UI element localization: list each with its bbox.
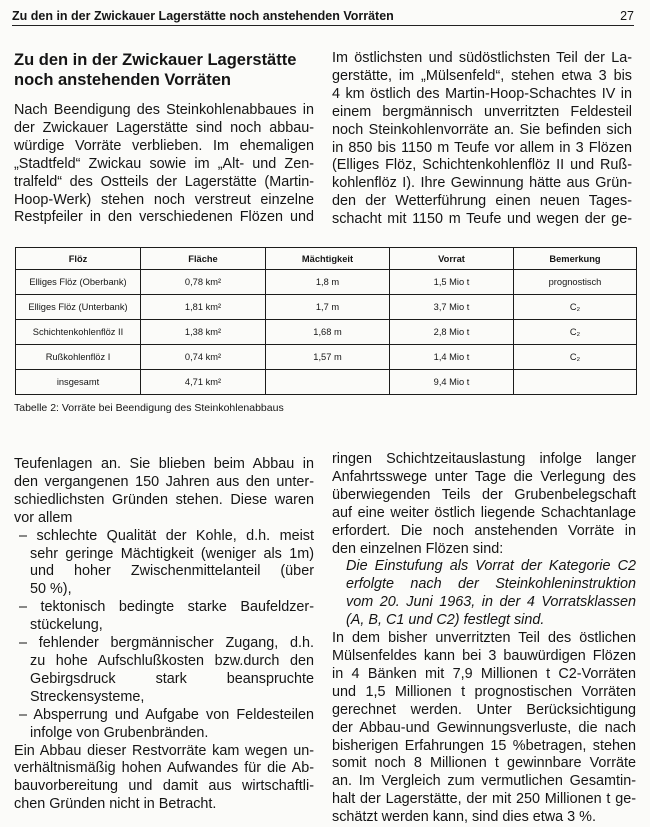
table-cell: insgesamt [16, 370, 141, 395]
list-item-continuation [14, 725, 314, 743]
text-line: Anfahrtsswege unter Tage die Verlegung des [332, 468, 636, 485]
text-line: „Stadtfeld“ Zwickau sowie im „Alt- und Zen- [14, 155, 314, 172]
text-line: 4 km östlich des Martin-Hoop-Schachtes IV in [332, 85, 632, 102]
text-line: einem bergmännisch unverritzten Feldesteil [332, 103, 632, 120]
list-item [14, 599, 314, 617]
table-cell: C₂ [514, 345, 637, 370]
text-line: vom 20. Juni 1963, in der 4 Vorratsklassen [346, 594, 636, 611]
list-item [14, 635, 314, 653]
table-row [16, 345, 637, 370]
text-line: in 4 Bänken mit 7,9 Millionen t C2-Vorräten [332, 665, 636, 682]
text-line: noch Steinkohlenvorräte an. Sie befinden sich [332, 121, 632, 138]
text-line: Streckensysteme, [30, 688, 145, 705]
page-header [12, 9, 634, 26]
text-line: überwiegenden Teils der Grubenbelegschaft [332, 486, 636, 503]
table-cell [514, 370, 637, 395]
text-line: sehr geringe Mächtigkeit (weniger als 1m) [30, 545, 314, 562]
text-line: infolge von Grubenbränden. [30, 724, 209, 741]
text-line: kohlenflöz I). Ihre Gewinnung hätte aus Grün- [332, 175, 632, 192]
text-line: und hoher Zwischenmittelanteil (über [30, 563, 314, 580]
column-bottom-right [332, 451, 636, 827]
text-line: der Zwickauer Lagerstätte sind noch abbau- [14, 119, 314, 136]
text-line: Gebirgsdruck stark beanspruchte [30, 670, 314, 687]
column-bottom-left [14, 456, 314, 814]
table-cell: 3,7 Mio t [390, 295, 514, 320]
text-line: erfolgte nach der Steinkohleninstruktion [346, 576, 636, 593]
table-cell: 4,71 km² [141, 370, 266, 395]
column-header: Bemerkung [514, 248, 637, 270]
table-cell: 1,81 km² [141, 295, 266, 320]
text-line: bauvorbereitung und damit aus wirtschaftli- [14, 778, 314, 795]
list-item-continuation [14, 546, 314, 600]
table-row [16, 270, 637, 295]
text-line: gerechnet werden. Unter Berücksichtigung [332, 701, 636, 718]
heading-line: Zu den in der Zwickauer Lagerstätte [14, 51, 297, 69]
text-line: schiedlichsten Gründen stehen. Diese waren [14, 491, 314, 508]
text-line: (Elliges Flöz, Schichtenkohlenflöz II und Ruß- [332, 157, 632, 174]
text-line: erfordert. Die noch anstehenden Vorräte in [332, 522, 636, 539]
text-line: bisherigen Erfahrungen 15 %betragen, stehen [332, 737, 636, 754]
table-cell: 2,8 Mio t [390, 320, 514, 345]
column-header: Fläche [141, 248, 266, 270]
table-cell: Elliges Flöz (Oberbank) [16, 270, 141, 295]
column-top-right [332, 50, 632, 229]
text-line: 50 %), [30, 581, 72, 598]
table-cell: 1,57 m [266, 345, 390, 370]
paragraph [14, 102, 314, 227]
text-line: würdige Vorräte verblieben. Im ehemaligen [14, 137, 314, 154]
text-line: verhältnismäßig hohen Aufwandes für die Ab- [14, 760, 314, 777]
table-cell: 1,5 Mio t [390, 270, 514, 295]
text-line: auf eine weiter östlich liegende Schachtanlage [332, 504, 636, 521]
text-line: Ein Abbau dieser Restvorräte kam wegen un- [14, 742, 314, 759]
table-cell: 1,7 m [266, 295, 390, 320]
text-line: Im östlichsten und südöstlichsten Teil der La- [332, 50, 632, 66]
text-line: Restpfeiler in den verschiedenen Flözen und [14, 209, 314, 226]
column-top-left [14, 50, 314, 227]
table-cell: Schichtenkohlenflöz II [16, 320, 141, 345]
text-line: der Abbau-und Gewinnungsverluste, die nach [332, 719, 636, 736]
text-line: – fehlender bergmännischer Zugang, d.h. [19, 635, 314, 652]
text-line: und 1,5 Millionen t prognostischen Vorräten [332, 683, 636, 700]
text-line: an. Im Vergleich zum vermutlichen Gesamtin- [332, 773, 636, 790]
text-line: – schlechte Qualität der Kohle, d.h. meist [19, 527, 314, 544]
text-line: – Absperrung und Aufgabe von Feldesteilen [19, 706, 314, 723]
text-line: Mülsenfeldes kann bei 3 bauwürdigen Flözen [332, 647, 636, 664]
text-line: (A, B, C1 und C2) festlegt sind. [346, 612, 545, 629]
table-cell: 1,38 km² [141, 320, 266, 345]
text-line: Die Einstufung als Vorrat der Kategorie C2 [346, 558, 636, 575]
text-line: schätzt werden kann, sind dies etwa 3 %. [332, 809, 596, 826]
text-line: vor allem [14, 509, 73, 526]
page-number: 27 [620, 9, 634, 23]
section-heading [14, 50, 314, 90]
text-line: schacht mit 1150 m Teufe und wegen der ge- [332, 211, 632, 228]
text-line: halt der Lagerstätte, der mit 250 Millionen t ge- [332, 791, 636, 808]
table-row-total [16, 370, 637, 395]
running-title: Zu den in der Zwickauer Lagerstätte noch anstehenden Vorräten [12, 9, 394, 23]
column-header: Flöz [16, 248, 141, 270]
table-cell: 1,68 m [266, 320, 390, 345]
table-cell: 0,78 km² [141, 270, 266, 295]
table-cell [266, 370, 390, 395]
list-item [14, 707, 314, 725]
text-line: stückelung, [30, 617, 103, 634]
table-row [16, 320, 637, 345]
table-cell: 0,74 km² [141, 345, 266, 370]
text-line: – tektonisch bedingte starke Baufeldzer- [19, 599, 314, 616]
text-line: In dem bisher unverritzten Teil des östlichen [332, 630, 636, 647]
list-item-continuation [14, 617, 314, 635]
table-cell: prognostisch [514, 270, 637, 295]
text-line: Nach Beendigung des Steinkohlenabbaues in [14, 102, 314, 118]
table-cell: Elliges Flöz (Unterbank) [16, 295, 141, 320]
text-line: somit noch 8 Millionen t gewinnbare Vorräte [332, 755, 636, 772]
text-line: zu hohe Aufschlußkosten bzw.durch den [30, 652, 314, 669]
text-line: in 850 bis 1150 m Teufe vor allem in 3 Flözen [332, 139, 632, 156]
list-item [14, 528, 314, 546]
text-line: Teufenlagen an. Sie blieben beim Abbau in [14, 456, 314, 472]
table-cell: 9,4 Mio t [390, 370, 514, 395]
text-line: den der Wetterführung einen neuen Tages- [332, 193, 632, 210]
table-cell: C₂ [514, 320, 637, 345]
list-item-continuation [14, 653, 314, 707]
column-header: Mächtigkeit [266, 248, 390, 270]
table-row [16, 295, 637, 320]
reserves-table [15, 247, 637, 395]
quote-block [332, 558, 636, 630]
table-cell: Rußkohlenflöz I [16, 345, 141, 370]
table-cell: 1,4 Mio t [390, 345, 514, 370]
heading-line: noch anstehenden Vorräten [14, 71, 231, 89]
table-header-row [16, 248, 637, 270]
table-cell: C₂ [514, 295, 637, 320]
text-line: den einzelnen Flözen sind: [332, 540, 504, 557]
text-line: ringen Schichtzeitauslastung infolge langer [332, 451, 636, 467]
text-line: tralfeld“ des Ostteils der Lagerstätte (Martin- [14, 173, 314, 190]
text-line: Hoop-Werk) stehen noch verstreut einzelne [14, 191, 314, 208]
text-line: chen Gründen nicht in Betracht. [14, 796, 217, 813]
table-cell: 1,8 m [266, 270, 390, 295]
column-header: Vorrat [390, 248, 514, 270]
table-caption: Tabelle 2: Vorräte bei Beendigung des Steinkohlenabbaus [14, 402, 284, 414]
text-line: den vergangenen 150 Jahren aus den unter- [14, 473, 314, 490]
text-line: gerstätte, im „Mülsenfeld“, stehen etwa 3 bis [332, 67, 632, 84]
